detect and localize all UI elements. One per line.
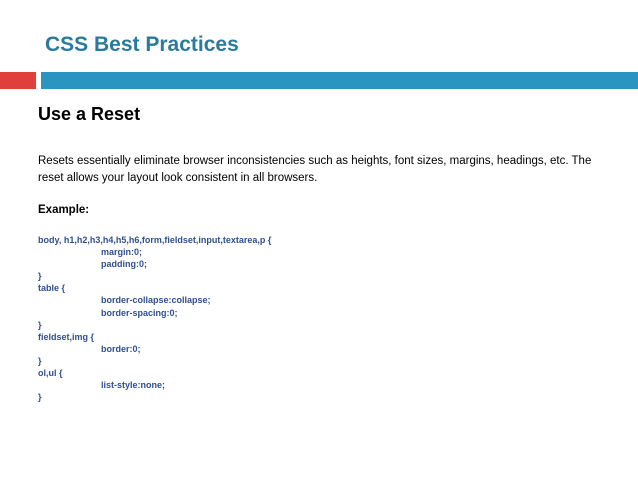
code-line: border-spacing:0; [101,307,178,318]
code-line: body, h1,h2,h3,h4,h5,h6,form,fieldset,input,textarea,p { [38,235,272,245]
section-heading: Use a Reset [38,104,141,124]
accent-bar-red [0,72,36,89]
code-line: padding:0; [101,259,147,270]
code-line: table { [38,283,66,294]
slide-title: CSS Best Practices [45,33,239,56]
code-line: border-collapse:collapse; [101,295,211,306]
code-line: list-style:none; [101,380,166,391]
code-line: fieldset,img { [38,331,95,342]
code-line: ol,ul { [38,368,63,379]
body-paragraph: Resets essentially eliminate browser inconsistencies such as heights, font sizes, margins, headings, etc. The reset allows your layout look consistent in all browsers. [38,155,592,184]
code-block [38,234,271,403]
code-line: } [38,319,42,330]
code-line: border:0; [101,343,141,354]
code-line: margin:0; [101,247,143,258]
code-line: } [38,271,42,282]
code-line: } [38,392,42,403]
example-label: Example: [38,204,90,216]
accent-bar-teal [41,72,638,89]
code-line: } [38,355,42,366]
